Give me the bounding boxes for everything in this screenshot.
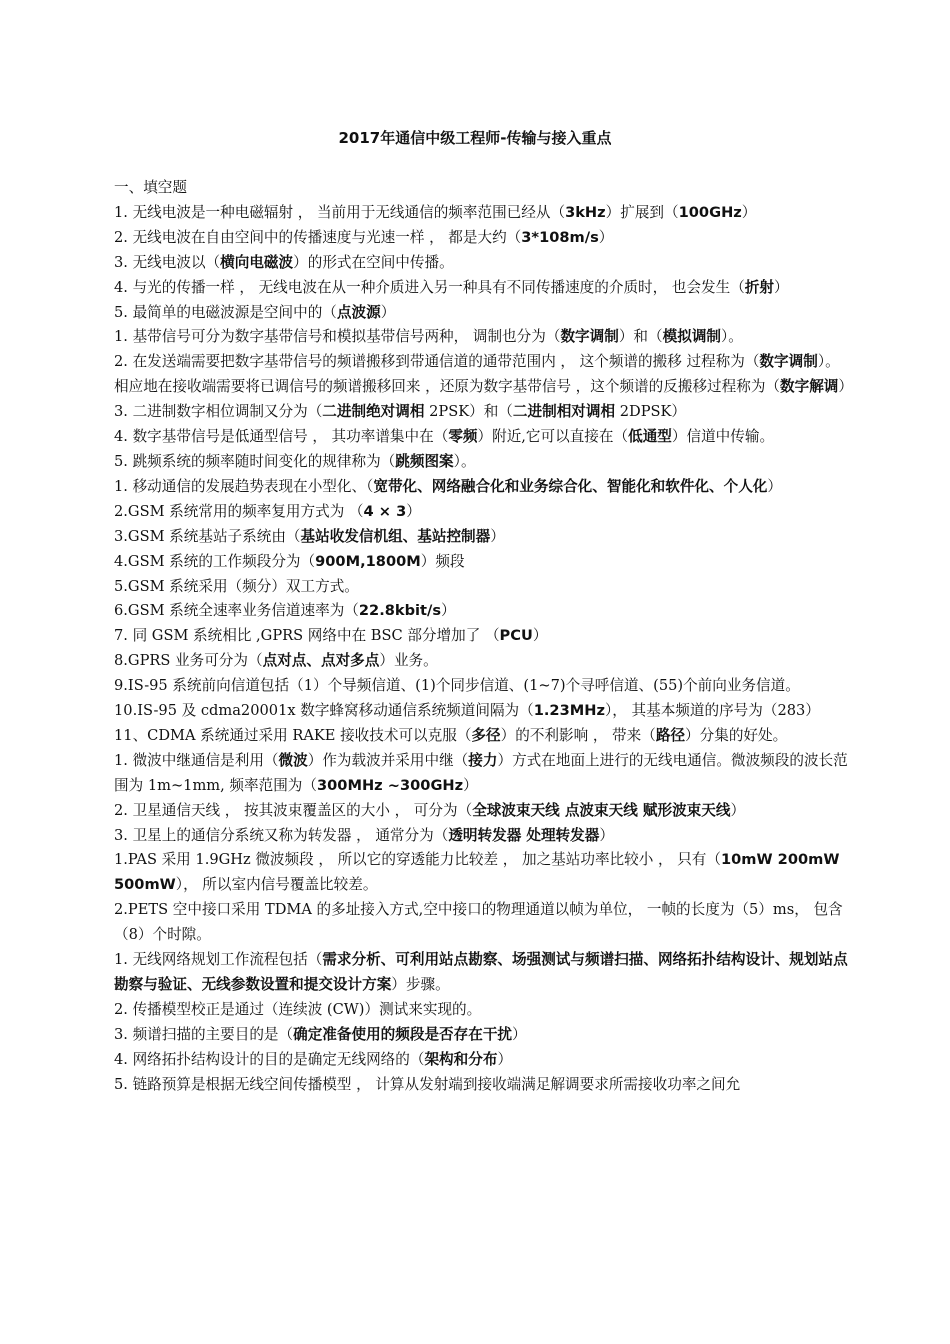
paragraph [114,848,854,898]
question-text: 2.GSM 系统常用的频率复用方式为 （ [114,502,364,520]
question-text: ）的形式在空间中传播。 [293,253,454,271]
question-text: ）， 所以室内信号覆盖比较差。 [175,876,378,894]
question-text: ） [490,527,505,545]
answer-text: 跳频图案 [395,452,454,470]
question-text: ）频段 [420,552,465,570]
question-text: 5. 链路预算是根据无线空间传播模型 ， 计算从发射端到接收端满足解调要求所需接收功率之间允 [114,1075,741,1093]
answer-text: 宽带化、网络融合化和业务综合化、智能化和软件化、个人化 [373,477,768,495]
question-text: ）业务。 [379,652,438,670]
question-text: ） [512,1025,527,1043]
question-text: 2DPSK） [615,403,687,421]
question-text: 1. 无线网络规划工作流程包括（ [114,951,323,969]
question-text: ） [774,278,789,296]
answer-text: 微波 [278,751,308,769]
answer-text: 需求分析、可利用站点勘察、场强测试与频谱扫描、网络拓扑结构设计、规划站点勘察与验证、无线参数设置和提交设计方案 [114,951,848,993]
question-text: 1. 基带信号可分为数字基带信号和模拟基带信号两种， 调制也分为（ [114,328,561,346]
question-text: ） [441,602,456,620]
question-text: 4.GSM 系统的工作频段分为（ [114,552,316,570]
answer-text: 900M,1800M [315,552,421,570]
paragraph [114,425,854,450]
paragraph [114,599,854,624]
question-text: 3. 卫星上的通信分系统又称为转发器 ， 通常分为（ [114,826,449,844]
question-text: 9.IS-95 系统前向信道包括（1）个导频信道、(1)个同步信道、(1~7)个寻呼信道、(55)个前向业务信道。 [114,677,800,695]
paragraph [114,799,854,824]
answer-text: 4 × 3 [363,502,407,520]
question-text: ）。 [721,328,743,346]
question-text: ） [838,378,854,396]
paragraph [114,724,854,749]
paragraph [114,201,854,226]
paragraph [114,998,854,1023]
question-text: 2. 在发送端需要把数字基带信号的频谱搬移到带通信道的通带范围内 ， 这个频谱的搬移 过程称为（ [114,353,760,371]
paragraph [114,624,854,649]
paragraph [114,575,854,600]
question-text: 1. 移动通信的发展趋势表现在小型化、（ [114,477,374,495]
paragraph [114,699,854,724]
question-text: ） [598,228,614,246]
question-text: 5. 最简单的电磁波源是空间中的（ [114,303,337,321]
document-title: 2017年通信中级工程师-传输与接入重点 [338,129,612,147]
paragraph [114,251,854,276]
paragraph [114,898,854,948]
paragraph [114,450,854,475]
answer-text: 22.8kbit/s [358,602,442,620]
paragraph [114,226,854,251]
answer-text: 数字调制 [759,353,818,371]
question-text: 2. 无线电波在自由空间中的传播速度与光速一样 ， 都是大约（ [114,228,522,246]
question-text: 1. 微波中继通信是利用（ [114,751,279,769]
question-text: ） [532,627,548,645]
question-text: ） [599,826,614,844]
question-text: ） [380,303,396,321]
question-text: ）。 [453,452,476,470]
answer-text: 接力 [468,751,498,769]
answer-text: 3kHz [565,203,606,221]
paragraph [114,824,854,849]
question-text: ） [767,477,783,495]
answer-text: 低通型 [628,428,672,446]
answer-text: 确定准备使用的频段是否存在干扰 [293,1025,513,1043]
question-text: 5. 跳频系统的频率随时间变化的规律称为（ [114,452,396,470]
question-text: 2. 卫星通信天线 ， 按其波束覆盖区的大小 ， 可分为（ [114,801,473,819]
question-text: 2.PETS 空中接口采用 TDMA 的多址接入方式,空中接口的物理通道以帧为单位， 一帧的长度为（5）ms， 包含（8）个时隙。 [114,901,843,944]
answer-text: 10mW 200mW 500mW [114,851,840,894]
paragraph [114,276,854,301]
question-text: 2PSK）和（ [424,403,513,421]
question-text: ）和（ [618,328,663,346]
question-text: ）， 其基本频道的序号为（283） [604,702,820,720]
question-text: 5.GSM 系统采用（频分）双工方式。 [114,577,359,595]
answer-text: 模拟调制 [662,328,722,346]
question-text: ）作为载波并采用中继（ [307,751,469,769]
question-text: 10.IS-95 及 cdma20001x 数字蜂窝移动通信系统频道间隔为（ [114,702,534,720]
answer-text: 架构和分布 [424,1050,498,1068]
paragraph [114,301,854,326]
answer-text: PCU [499,627,533,645]
question-text: 8.GPRS 业务可分为（ [114,652,263,670]
question-text: 3. 频谱扫描的主要目的是（ [114,1025,294,1043]
paragraph [114,475,854,500]
answer-text: 数字调制 [560,328,619,346]
answer-text: 数字解调 [780,378,839,396]
paragraph [114,325,854,350]
paragraph-list [114,201,854,1098]
question-text: ） [730,801,746,819]
question-text: 3. 二进制数字相位调制又分为（ [114,403,323,421]
answer-text: 全球波束天线 点波束天线 赋形波束天线 [472,801,731,819]
paragraph [114,400,854,425]
answer-text: 横向电磁波 [220,253,294,271]
paragraph [114,749,854,799]
question-text: ）。相应地在接收端需要将已调信号的频谱搬移回来 ，还原为数字基带信号 ，这个频谱的反搬移过程称为（ [114,353,840,396]
document-body [114,176,854,1098]
paragraph [114,1048,854,1073]
question-text: 4. 网络拓扑结构设计的目的是确定无线网络的（ [114,1050,425,1068]
question-text: 2. 传播模型校正是通过（连续波 (CW)）测试来实现的。 [114,1000,482,1018]
question-text: 3.GSM 系统基站子系统由（ [114,527,301,545]
question-text: 1. 无线电波是一种电磁辐射 ， 当前用于无线通信的频率范围已经从（ [114,203,566,221]
answer-text: 基站收发信机组、基站控制器 [300,527,491,545]
question-text: ）方式在地面上进行的无线电通信。微波频段的波长范围为 1m~1mm, 频率范围为（ [114,751,848,794]
question-text: ）的不利影响 ， 带来（ [500,726,656,744]
answer-text: 300MHz ~300GHz [316,776,464,794]
paragraph [114,550,854,575]
paragraph [114,649,854,674]
answer-text: 1.23MHz [533,702,605,720]
answer-text: 点对点、点对多点 [262,652,380,670]
answer-text: 路径 [655,726,686,744]
question-text: ）附近,它可以直接在（ [477,428,629,446]
paragraph [114,500,854,525]
paragraph [114,948,854,998]
answer-text: 二进制相对调相 [512,403,616,421]
section-heading: 一、填空题 [114,179,187,196]
answer-text: 二进制绝对调相 [322,403,425,421]
question-text: 3. 无线电波以（ [114,253,221,271]
answer-text: 零频 [448,428,478,446]
answer-text: 100GHz [678,203,742,221]
question-text: 6.GSM 系统全速率业务信道速率为（ [114,602,359,620]
paragraph [114,1073,854,1098]
paragraph [114,350,854,400]
question-text: ） [497,1050,513,1068]
question-text: ）信道中传输。 [671,428,775,446]
question-text: ）扩展到（ [605,203,679,221]
question-text: 4. 数字基带信号是低通型信号 ， 其功率谱集中在（ [114,428,449,446]
answer-text: 折射 [744,278,775,296]
answer-text: 透明转发器 处理转发器 [448,826,600,844]
question-text: 1.PAS 采用 1.9GHz 微波频段 ， 所以它的穿透能力比较差 ， 加之基站功率比较小 ， 只有（ [114,851,721,869]
question-text: 4. 与光的传播一样 ， 无线电波在从一种介质进入另一种具有不同传播速度的介质时， 也会发生（ [114,278,745,296]
answer-text: 3*108m/s [521,228,599,246]
question-text: ） [463,776,478,794]
question-text: ） [406,502,421,520]
answer-text: 点波源 [336,303,381,321]
answer-text: 多径 [471,726,501,744]
question-text: ） [741,203,757,221]
paragraph [114,525,854,550]
question-text: 7. 同 GSM 系统相比 ,GPRS 网络中在 BSC 部分增加了 （ [114,627,500,645]
question-text: ）分集的好处。 [685,726,788,744]
question-text: 11、CDMA 系统通过采用 RAKE 接收技术可以克服（ [114,726,472,744]
paragraph [114,674,854,699]
question-text: ）步骤。 [391,976,450,993]
paragraph [114,1023,854,1048]
